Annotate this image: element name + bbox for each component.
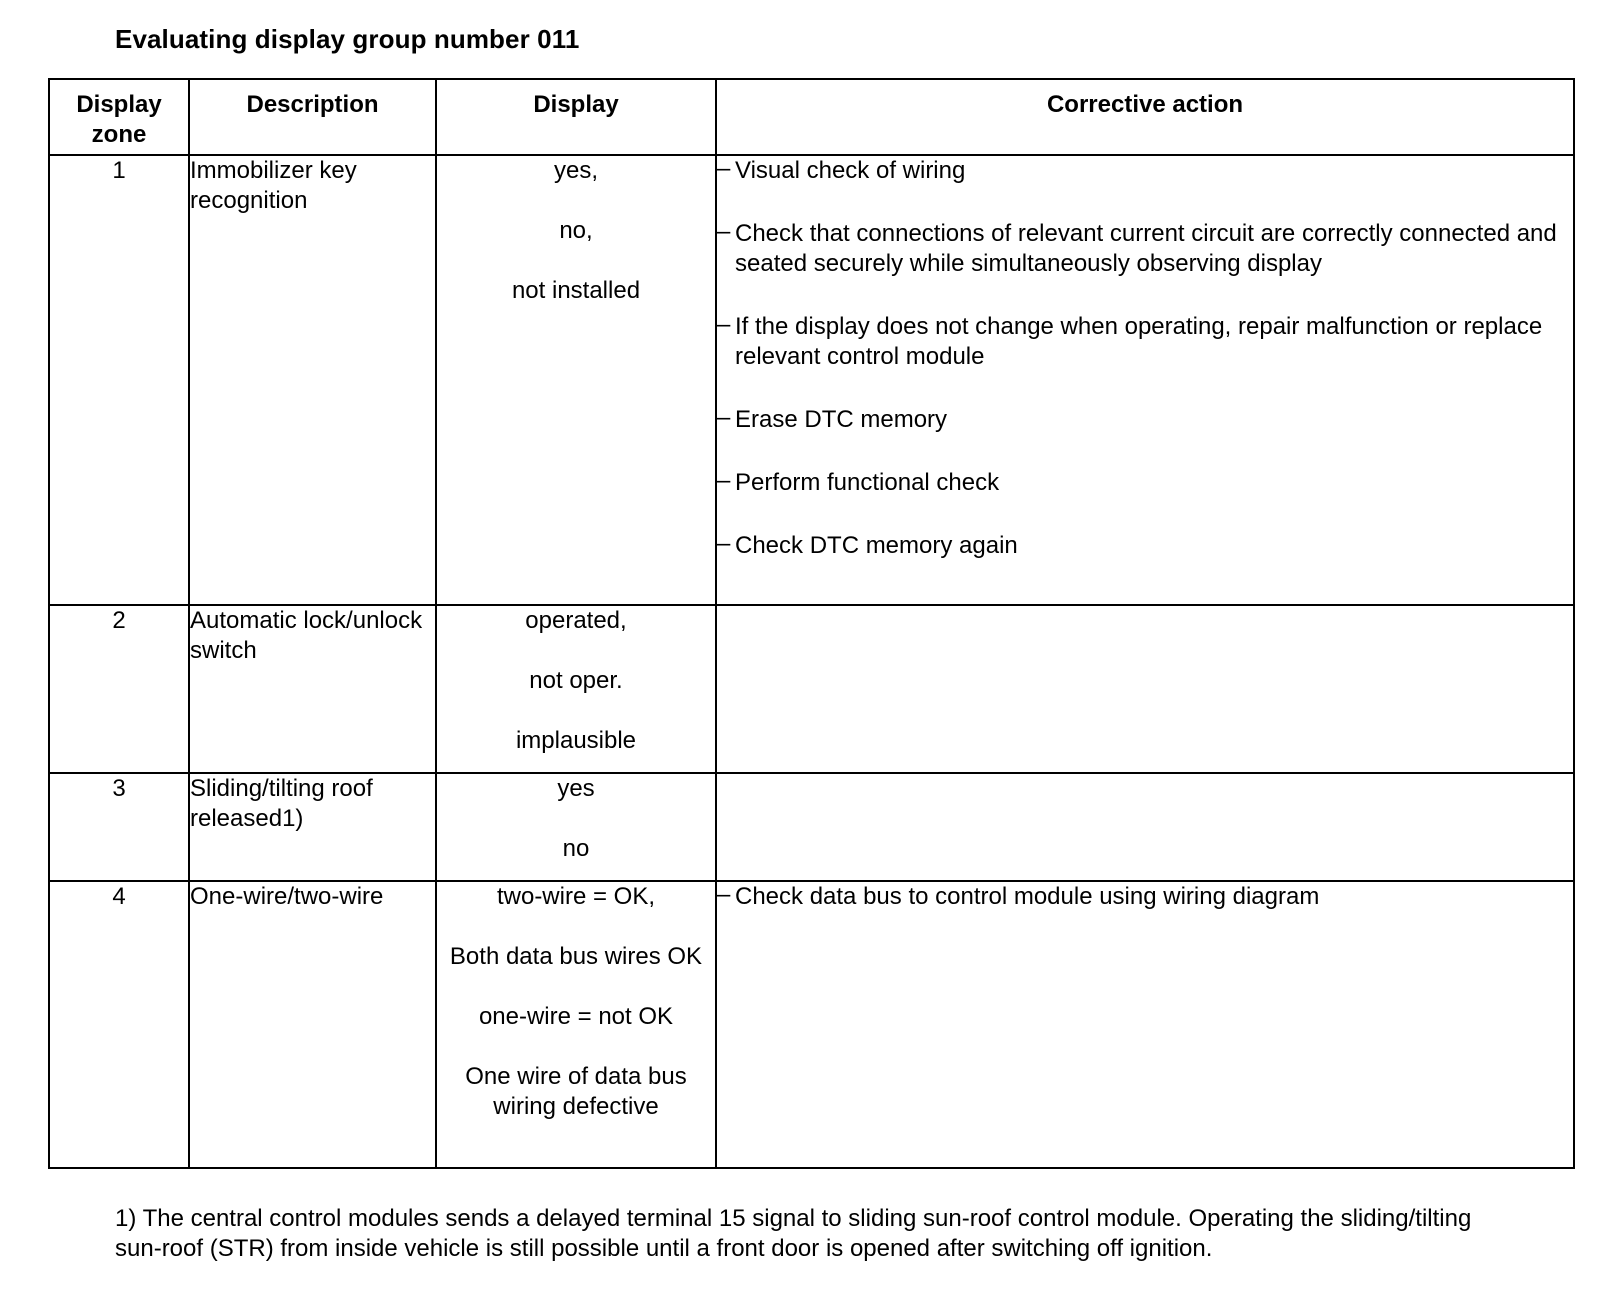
display-value: no [562, 835, 590, 862]
action-text: Check that connections of relevant current circuit are correctly connected and seated securely while simultaneously observing display [735, 220, 1557, 277]
corrective-action-cell [716, 155, 1574, 605]
action-item [717, 405, 1573, 435]
corrective-action-cell [716, 881, 1574, 1168]
display-value: One wire of data bus wiring defective [465, 1063, 687, 1120]
description-cell: Immobilizer key recognition [189, 155, 436, 605]
dash-bullet: – [717, 404, 731, 431]
display-value: not oper. [529, 667, 623, 694]
header-display-zone: Display zone [49, 79, 189, 155]
table-row [49, 773, 1574, 881]
dash-bullet: – [717, 218, 731, 245]
header-corrective-action: Corrective action [716, 79, 1574, 155]
description-cell: Automatic lock/unlock switch [189, 605, 436, 773]
display-value: yes [557, 775, 595, 802]
table-row [49, 605, 1574, 773]
action-item [717, 468, 1573, 498]
display-value: one-wire = not OK [478, 1003, 674, 1030]
table-header-row [49, 79, 1574, 155]
display-group-table [48, 78, 1575, 1169]
header-display: Display [436, 79, 716, 155]
action-text: Check data bus to control module using wiring diagram [735, 883, 1320, 910]
display-cell [436, 773, 716, 881]
display-cell [436, 605, 716, 773]
dash-bullet: – [717, 155, 731, 182]
action-item [717, 531, 1573, 561]
display-value: operated, [525, 607, 627, 634]
action-item [717, 156, 1573, 186]
action-text: Perform functional check [735, 469, 1000, 496]
action-text: If the display does not change when operating, repair malfunction or replace relevant control module [735, 313, 1543, 370]
zone-cell: 2 [49, 605, 189, 773]
action-item [717, 312, 1573, 372]
action-text: Visual check of wiring [735, 157, 966, 184]
display-value: no, [559, 217, 593, 244]
display-value: implausible [515, 727, 637, 754]
dash-bullet: – [717, 311, 731, 338]
dash-bullet: – [717, 467, 731, 494]
corrective-action-cell [716, 605, 1574, 773]
corrective-action-cell [716, 773, 1574, 881]
footnote: 1) The central control modules sends a delayed terminal 15 signal to sliding sun-roof control module. Operating the sliding/tilting sun-roof (STR) from inside vehicle is still possible until a front door is opened after switching off ignition. [115, 1205, 1472, 1262]
page-title: Evaluating display group number 011 [115, 24, 580, 54]
table-row [49, 881, 1574, 1168]
display-value: not installed [511, 277, 641, 304]
zone-cell: 1 [49, 155, 189, 605]
display-cell [436, 155, 716, 605]
table-row [49, 155, 1574, 605]
zone-cell: 3 [49, 773, 189, 881]
display-cell [436, 881, 716, 1168]
description-cell: One-wire/two-wire [189, 881, 436, 1168]
action-text: Check DTC memory again [735, 532, 1018, 559]
zone-cell: 4 [49, 881, 189, 1168]
action-item [717, 882, 1573, 912]
header-description: Description [189, 79, 436, 155]
display-value: Both data bus wires OK [449, 943, 703, 970]
display-value: yes, [553, 157, 598, 184]
dash-bullet: – [717, 881, 731, 908]
action-item [717, 219, 1573, 279]
description-cell: Sliding/tilting roof released1) [189, 773, 436, 881]
dash-bullet: – [717, 530, 731, 557]
action-text: Erase DTC memory [735, 406, 948, 433]
display-value: two-wire = OK, [496, 883, 656, 910]
